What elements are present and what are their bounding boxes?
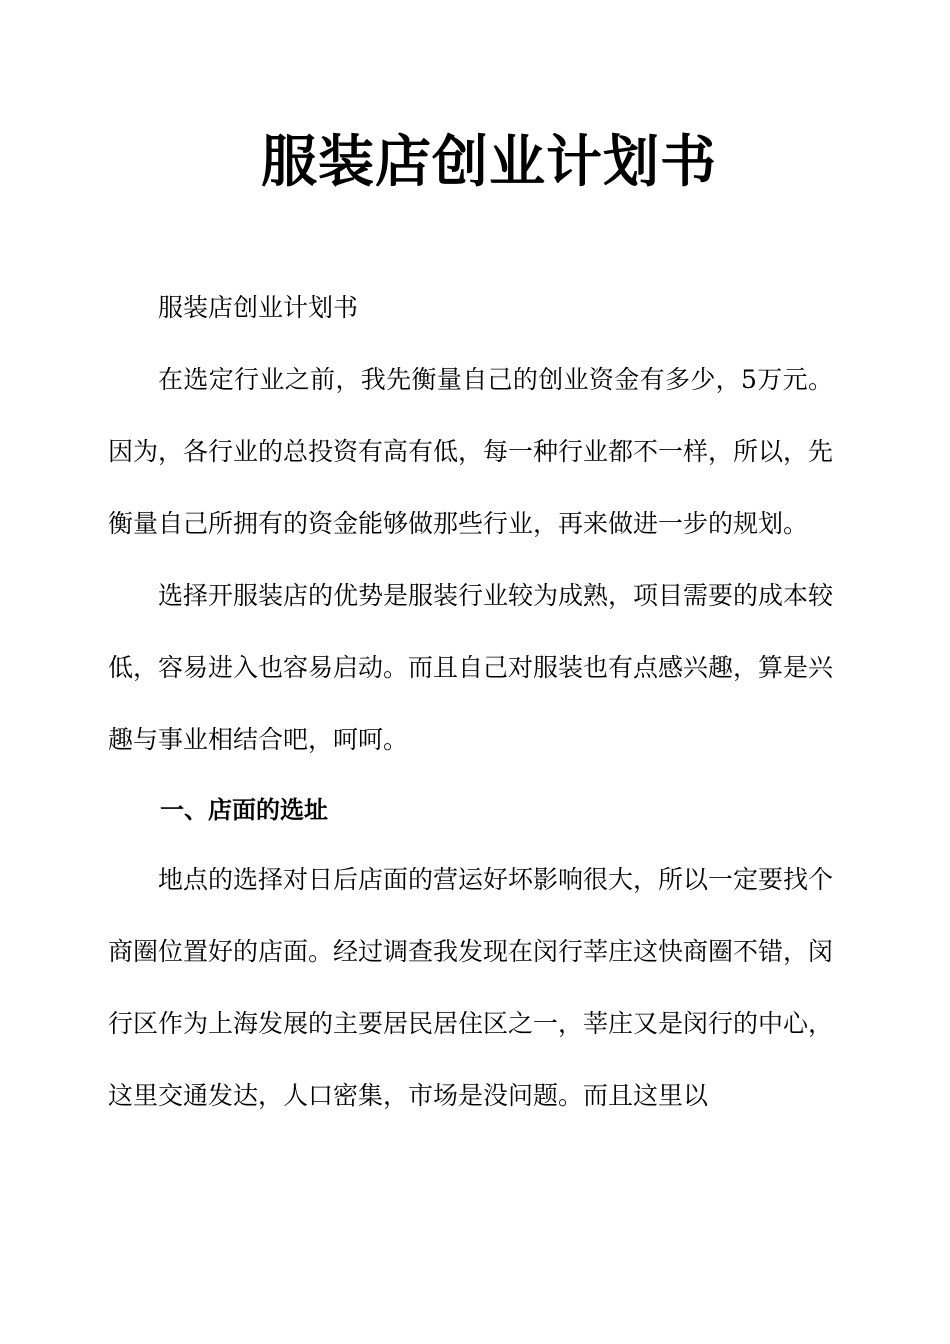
- paragraph-location: 地点的选择对日后店面的营运好坏影响很大，所以一定要找个商圈位置好的店面。经过调查我发现在闵行莘庄这快商圈不错，闵行区作为上海发展的主要居民居住区之一，莘庄又是闵行的中心，这里交通发达，人口密集，市场是没问题。而且这里以: [108, 865, 834, 1110]
- paragraph-advantages: 选择开服装店的优势是服装行业较为成熟，项目需要的成本较低，容易进入也容易启动。而且自己对服装也有点感兴趣，算是兴趣与事业相结合吧，呵呵。: [108, 581, 834, 754]
- paragraph-subtitle: 服装店创业计划书: [158, 293, 359, 322]
- section-heading-location: 一、店面的选址: [160, 796, 328, 824]
- paragraph-funding: 在选定行业之前，我先衡量自己的创业资金有多少，5万元。因为，各行业的总投资有高有低，每一种行业都不一样，所以，先衡量自己所拥有的资金能够做那些行业，再来做进一步的规划。: [108, 365, 834, 538]
- document-title: 服装店创业计划书: [261, 130, 717, 195]
- document-body: [108, 272, 833, 1132]
